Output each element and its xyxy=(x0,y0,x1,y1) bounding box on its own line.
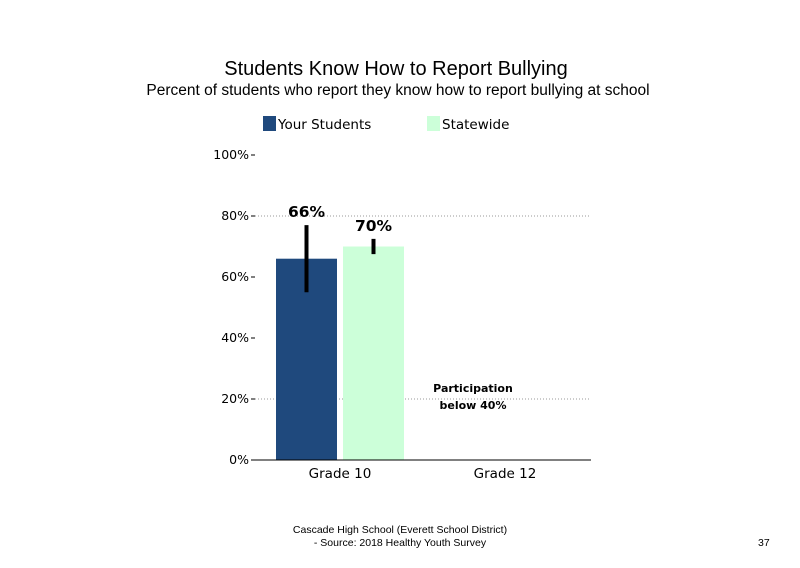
y-tick-label: 80% xyxy=(221,208,249,223)
legend-swatch-statewide xyxy=(427,116,440,131)
data-labels xyxy=(288,203,393,235)
data-label: 66% xyxy=(287,203,326,222)
y-tick-label: 0% xyxy=(229,452,249,467)
y-tick-label: 20% xyxy=(221,391,249,406)
legend-swatch-your-students xyxy=(263,116,276,131)
legend-label-your-students: Your Students xyxy=(278,117,372,133)
legend xyxy=(263,116,509,133)
annotation xyxy=(433,382,513,412)
chart-subtitle: Percent of students who report they know how to report bullying at school xyxy=(146,82,650,99)
footer-line-1: Cascade High School (Everett School District) xyxy=(292,524,508,536)
page-number: 37 xyxy=(758,537,770,549)
y-tick-label: 40% xyxy=(221,330,249,345)
footer-source xyxy=(250,524,550,550)
annotation-line: Participation xyxy=(433,382,513,395)
annotation-line: below 40% xyxy=(439,399,507,412)
bar-statewide xyxy=(343,247,404,461)
bars xyxy=(276,247,404,461)
footer-line-2: - Source: 2018 Healthy Youth Survey xyxy=(313,537,487,549)
y-tick-label: 100% xyxy=(213,147,249,162)
x-tick-label: Grade 10 xyxy=(308,466,372,482)
data-label: 70% xyxy=(354,216,393,235)
chart-title: Students Know How to Report Bullying xyxy=(224,58,568,80)
x-axis xyxy=(309,466,537,482)
y-tick-label: 60% xyxy=(221,269,249,284)
x-tick-label: Grade 12 xyxy=(473,466,537,482)
y-axis xyxy=(213,147,255,467)
legend-label-statewide: Statewide xyxy=(442,117,510,133)
